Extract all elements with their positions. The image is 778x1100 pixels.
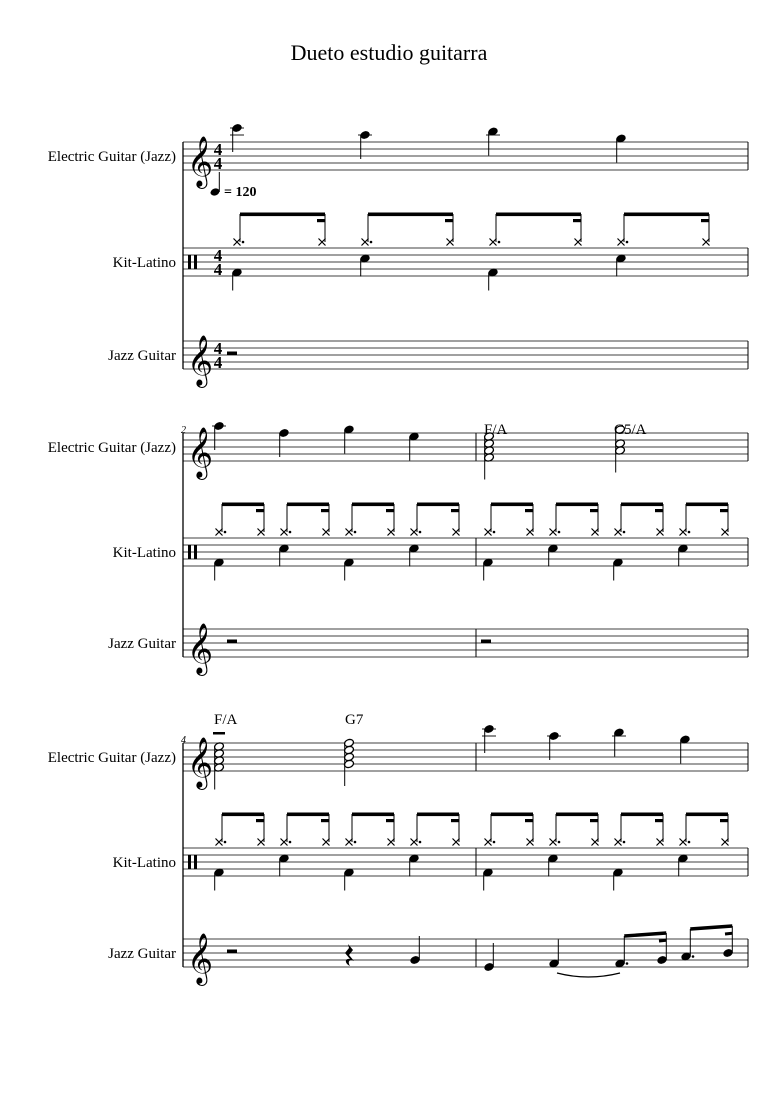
dot (498, 241, 501, 244)
staff-jazz (183, 341, 748, 369)
cymbal-note (411, 839, 418, 846)
beam (417, 813, 459, 817)
beam-sixteenth (256, 509, 264, 512)
beam-sixteenth (386, 819, 394, 822)
dot (289, 841, 292, 844)
beam-sixteenth (655, 509, 663, 512)
cymbal-note (362, 239, 369, 246)
perc-clef-bar (188, 545, 191, 559)
beam-sixteenth (386, 509, 394, 512)
beam-sixteenth (573, 219, 581, 222)
tie (557, 973, 620, 977)
chord-symbol: F/A (484, 422, 508, 438)
dot (692, 955, 695, 958)
beam-sixteenth (321, 509, 329, 512)
beam (556, 503, 598, 507)
instrument-label-jazz-guitar: Jazz Guitar (108, 348, 176, 364)
beam (491, 813, 533, 817)
beam (690, 926, 732, 929)
instrument-label-jazz-guitar: Jazz Guitar (108, 636, 176, 652)
dot (493, 841, 496, 844)
perc-clef-bar (188, 855, 191, 869)
staff-kit (183, 538, 748, 566)
ledger-line (213, 732, 225, 735)
dot (224, 531, 227, 534)
half-rest-icon (227, 640, 237, 644)
cymbal-note (722, 529, 729, 536)
dot (354, 531, 357, 534)
cymbal-note (258, 529, 265, 536)
time-signature-bottom: 4 (213, 154, 223, 173)
cymbal-note (346, 529, 353, 536)
staff-guitar (183, 433, 748, 461)
beam (222, 813, 264, 817)
beam-sixteenth (590, 509, 598, 512)
treble-clef-icon: 𝄞 (187, 136, 214, 187)
beam-sixteenth (525, 509, 533, 512)
time-signature-bottom: 4 (213, 353, 223, 372)
dot (623, 841, 626, 844)
cymbal-note (323, 529, 330, 536)
chord-symbol: C5/A (614, 422, 647, 438)
cymbal-note (722, 839, 729, 846)
staff-guitar (183, 142, 748, 170)
perc-clef-bar (194, 545, 197, 559)
instrument-label-electric-guitar: Electric Guitar (Jazz) (47, 440, 176, 456)
beam-sixteenth (256, 819, 264, 822)
cymbal-note (592, 839, 599, 846)
time-signature-bottom: 4 (213, 260, 223, 279)
cymbal-note (615, 839, 622, 846)
beam (686, 503, 728, 507)
treble-clef-icon: 𝄞 (187, 427, 214, 478)
beam (624, 213, 709, 217)
tempo-marking: = 120 (224, 185, 257, 200)
cymbal-note (281, 839, 288, 846)
staff-jazz (183, 629, 748, 657)
beam (686, 813, 728, 817)
half-rest-icon (227, 950, 237, 954)
cymbal-note (550, 839, 557, 846)
dot (558, 531, 561, 534)
beam-sixteenth (317, 219, 325, 222)
treble-clef-icon: 𝄞 (187, 335, 214, 386)
dot (688, 531, 691, 534)
cymbal-note (411, 529, 418, 536)
instrument-label-jazz-guitar: Jazz Guitar (108, 946, 176, 962)
beam (240, 213, 325, 217)
dot (419, 841, 422, 844)
dot (626, 241, 629, 244)
cymbal-note (453, 529, 460, 536)
dot (493, 531, 496, 534)
instrument-label-electric-guitar: Electric Guitar (Jazz) (47, 149, 176, 165)
dot (558, 841, 561, 844)
beam-sixteenth (445, 219, 453, 222)
cymbal-note (527, 529, 534, 536)
beam (621, 503, 663, 507)
time-signature-top: 4 (213, 140, 223, 159)
cymbal-note (258, 839, 265, 846)
treble-clef-icon: 𝄞 (187, 933, 214, 984)
dot (224, 841, 227, 844)
half-rest-icon (481, 640, 491, 644)
beam (368, 213, 453, 217)
beam (352, 813, 394, 817)
staff-guitar (183, 743, 748, 771)
beam (287, 503, 329, 507)
instrument-label-kit: Kit-Latino (112, 255, 176, 271)
cymbal-note (234, 239, 241, 246)
instrument-label-electric-guitar: Electric Guitar (Jazz) (47, 750, 176, 766)
treble-clef-icon: 𝄞 (187, 737, 214, 788)
cymbal-note (453, 839, 460, 846)
cymbal-note (485, 839, 492, 846)
beam-sixteenth (655, 819, 663, 822)
cymbal-note (447, 239, 454, 246)
beam-sixteenth (720, 509, 728, 512)
beam-sixteenth (720, 819, 728, 822)
measure-number: 4 (181, 735, 186, 746)
dot (242, 241, 245, 244)
beam (621, 813, 663, 817)
cymbal-note (281, 529, 288, 536)
cymbal-note (680, 529, 687, 536)
beam-sixteenth (451, 509, 459, 512)
measure-number: 2 (181, 425, 186, 436)
cymbal-note (216, 839, 223, 846)
dot (354, 841, 357, 844)
staff-kit (183, 248, 748, 276)
beam (222, 503, 264, 507)
half-rest-icon (227, 352, 237, 356)
beam (352, 503, 394, 507)
beam (491, 503, 533, 507)
beam (556, 813, 598, 817)
cymbal-note (703, 239, 710, 246)
cymbal-note (615, 529, 622, 536)
cymbal-note (657, 529, 664, 536)
beam-sixteenth (321, 819, 329, 822)
dot (688, 841, 691, 844)
dot (419, 531, 422, 534)
dot (289, 531, 292, 534)
cymbal-note (323, 839, 330, 846)
cymbal-note (485, 529, 492, 536)
beam (287, 813, 329, 817)
staff-kit (183, 848, 748, 876)
cymbal-note (346, 839, 353, 846)
beam-sixteenth (590, 819, 598, 822)
instrument-label-kit: Kit-Latino (112, 855, 176, 871)
cymbal-note (319, 239, 326, 246)
cymbal-note (388, 529, 395, 536)
cymbal-note (680, 839, 687, 846)
cymbal-note (216, 529, 223, 536)
cymbal-note (618, 239, 625, 246)
cymbal-note (657, 839, 664, 846)
score-title: Dueto estudio guitarra (290, 40, 488, 65)
chord-symbol: F/A (214, 712, 238, 728)
cymbal-note (592, 529, 599, 536)
chord-symbol: G7 (345, 712, 364, 728)
beam (624, 933, 666, 936)
cymbal-note (527, 839, 534, 846)
perc-clef-bar (194, 255, 197, 269)
beam-sixteenth (701, 219, 709, 222)
quarter-rest-icon (345, 944, 354, 966)
cymbal-note (388, 839, 395, 846)
time-signature-top: 4 (213, 246, 223, 265)
beam-sixteenth (451, 819, 459, 822)
perc-clef-bar (188, 255, 191, 269)
cymbal-note (575, 239, 582, 246)
cymbal-note (550, 529, 557, 536)
dot (623, 531, 626, 534)
treble-clef-icon: 𝄞 (187, 623, 214, 674)
beam (496, 213, 581, 217)
beam-sixteenth (659, 940, 666, 941)
beam-sixteenth (725, 933, 732, 934)
dot (626, 962, 629, 965)
beam (417, 503, 459, 507)
instrument-label-kit: Kit-Latino (112, 545, 176, 561)
time-signature-top: 4 (213, 339, 223, 358)
beam-sixteenth (525, 819, 533, 822)
dot (370, 241, 373, 244)
cymbal-note (490, 239, 497, 246)
perc-clef-bar (194, 855, 197, 869)
